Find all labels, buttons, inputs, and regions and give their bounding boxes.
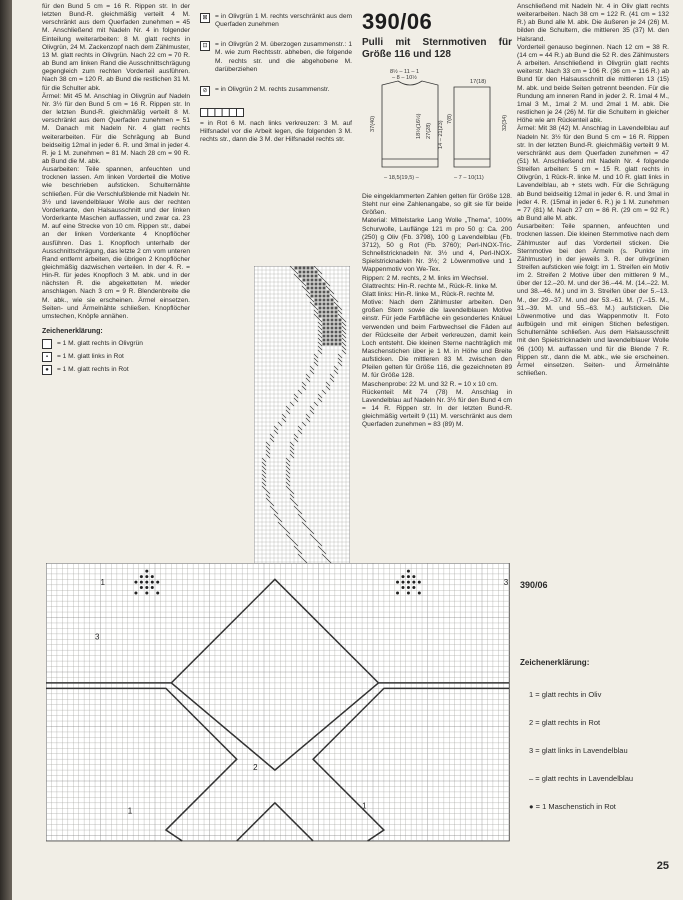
red-stitch [335, 343, 338, 346]
red-stitch [295, 267, 298, 270]
red-stitch [299, 275, 302, 278]
red-stitch [335, 331, 338, 334]
red-stitch [307, 279, 310, 282]
red-stitch [327, 307, 330, 310]
red-stitch [327, 299, 330, 302]
decrease-left-icon: ⊡ [200, 41, 210, 51]
red-stitch [339, 323, 342, 326]
paragraph: Rückenteil: Mit 74 (78) M. Anschlag in Lavendelblau auf Nadeln Nr. 3½ für den Bund 4 cm = 14 R. Rippen str. In der letzten Bund-R. gleichmäßig verteilt 9 (11) M. verschränkt aus dem Querfaden zunehmen = 83 (89) M. [362, 388, 512, 429]
cable-symbol-icon [200, 108, 244, 118]
schematic-label: 8½ – 11 – 1 [390, 69, 420, 75]
red-stitch [323, 343, 326, 346]
red-stitch [319, 283, 322, 286]
red-stitch [327, 323, 330, 326]
embroidery-dot [156, 581, 159, 584]
red-stitch [315, 295, 318, 298]
embroidery-dot [134, 591, 137, 594]
red-stitch [299, 271, 302, 274]
schematic-label: 7(8) [447, 114, 453, 124]
chart-code: 390/06 [520, 580, 548, 590]
embroidery-dot [140, 586, 143, 589]
red-stitch [323, 295, 326, 298]
red-stitch [331, 315, 334, 318]
legend-item [529, 690, 601, 699]
paragraph: Material: Mittelstarke Lang Wolle „Thema", 100% Schurwolle, Lauflänge 121 m pro 50 g: Ca. 200 (250) g Oliv (Fb. 3798), 100 g Lavendelblau (Fb. 3712), 50 g Rot (Fb. 3760); Perl-INOX-Tric-Schnellstricknadeln Nr. 3½ und 4, Perl-INOX-Spielstricknadeln Nr. 3½; 2 Löwenmotive und 1 Wappenmotiv von We-Tex. [362, 217, 512, 274]
red-stitch [315, 287, 318, 290]
red-stitch [327, 331, 330, 334]
column-left [42, 3, 190, 378]
legend-text: = glatt rechts in Lavendelblau [535, 774, 634, 783]
filled-square-icon: ▪ [42, 352, 52, 362]
embroidery-dot [407, 575, 410, 578]
red-stitch [327, 311, 330, 314]
symbol-item [200, 13, 352, 29]
schematic-label: – 7 – 10(11) [454, 175, 484, 181]
region-label: 1 [127, 806, 133, 816]
red-stitch [327, 319, 330, 322]
column-right [517, 3, 669, 378]
increase-icon: ⊠ [200, 13, 210, 23]
red-stitch [335, 307, 338, 310]
legend-item [42, 352, 190, 362]
region-label: 1 [100, 577, 105, 587]
red-stitch [315, 291, 318, 294]
embroidery-dot [140, 575, 143, 578]
page-gutter-shadow [0, 0, 12, 900]
red-stitch [315, 279, 318, 282]
embroidery-dot [412, 581, 415, 584]
red-stitch [335, 335, 338, 338]
red-stitch [311, 295, 314, 298]
schematic-label: – 18,5(19,5) – [384, 175, 419, 181]
red-stitch [323, 335, 326, 338]
paragraph: Motive: Nach dem Zählmuster arbeiten. Den großen Stern sowie die lavendelblauen Motive einstr. Für jede Farbfläche ein gesondertes Knäuel verwenden und beim Farbwechsel die Fäden auf der Rückseite der Arbeit verkreuzen, damit kein Loch entsteht. Die kleinen Sterne nachträglich mit Maschenstichen über je 1 M. in Höhe und Breite aufsticken. Die mittleren 83 M. zwischen den Pfeilen gelten für Größe 116, die gezeichneten 89 M. für Größe 128. [362, 299, 512, 380]
red-stitch [331, 303, 334, 306]
legend-item [42, 365, 190, 375]
red-stitch [327, 335, 330, 338]
paragraph: Anschließend mit Nadeln Nr. 4 in Oliv glatt rechts weiterarbeiten. Nach 38 cm = 122 R. (41 cm = 132 R.) ab Bund alle M. abk. Die äußeren je 24 (26) M. bilden die Schultern, die mittleren 35 (37) M. den Halsrand. [517, 3, 669, 43]
magazine-page [12, 0, 683, 900]
red-stitch [327, 303, 330, 306]
red-stitch [323, 331, 326, 334]
legend-item [529, 746, 628, 755]
schematic-label: 18½(16½) [416, 113, 422, 139]
paragraph: Glatt links: Hin-R. linke M., Rück-R. rechte M. [362, 290, 495, 298]
embroidery-dot [418, 591, 421, 594]
embroidery-dot [407, 581, 410, 584]
schematic-label: 14 – 21(23) [438, 120, 444, 149]
embroidery-dot [145, 575, 148, 578]
legend-item [42, 339, 190, 349]
paragraph: Ausarbeiten: Teile spannen, anfeuchten und trocknen lassen. Am linken Vorderteil die Motive wie beschrieben aufsticken. Schulternähte schließen. Für die Verschlußblende mit Nadeln Nr. 3½ und lavendelblauer Wolle aus der rechten Vorderkante, den Halsausschnitt und der linken Vorderkante Maschen auffassen, und zwar ca. 23 M. auf eine Strecke von 10 cm. Rippen str., dabei an der linken Vorderkante 4 Knopflöcher ausführen. Das 1. Knopfloch unterhalb der Ausschnittschrägung, das letzte 2 cm vom unteren Rand entfernt arbeiten, die übrigen 2 Knopflöcher gleichmäßig dazwischen verteilen. In der 4. R. = Hin-R. für jedes Knopfloch 3 M. abk. und in der nächsten R. die abgeketteten M. wieder anschlagen. Nach 3 cm = 9 R. Blendenbreite die M. abk., wie sie erscheinen. Ärmel einsetzen. Seiten- und Ärmelnähte schließen. Knopflöcher umstechen, Knöpfe annähen. [42, 166, 190, 320]
paragraph: Ausarbeiten: Teile spannen, anfeuchten und trocknen lassen. Die kleinen Sternmotive nach dem Zählmuster auf das Vorderteil sticken. Die Sternmotive bei den Ärmeln (s. Punkte im Zählmuster) in der jeweils 3. R. der olivgrünen Streifen aufsticken wie folgt: im 1. Streifen ein Motiv im 2. Streifen 2 Motive über den mittleren 9 M., über der 12.–20. M. und der 36.–44. M. (14.–22. M. und 38.–46. M.) und im 3. Streifen über der 5.–13. M., der 29.–37. M. und der 53.–61. M. (7.–15. M., 31.–39. M. und 55.–63. M.) aufsticken. Die Löwenmotive und das Wappenmotiv lt. Foto aufbügeln und mit einigen Stichen befestigen. Schulternähte schließen. Aus dem Halsausschnitt mit den Spielstricknadeln und lavendelblauer Wolle 96 (100) M. auffassen und für die Blende 7 R. Rippen str., dann die M. abk., wie sie erscheinen. Ärmel einsetzen. Seiten- und Ärmelnähte schließen. [517, 223, 669, 378]
red-stitch [307, 283, 310, 286]
red-stitch [311, 267, 314, 270]
red-stitch [323, 283, 326, 286]
column-pattern-intro [362, 10, 512, 430]
embroidery-dot [396, 581, 399, 584]
red-stitch [331, 323, 334, 326]
red-stitch [339, 327, 342, 330]
red-stitch [299, 267, 302, 270]
red-stitch [311, 283, 314, 286]
embroidery-dot [412, 575, 415, 578]
red-stitch [335, 319, 338, 322]
red-stitch [311, 287, 314, 290]
red-stitch [339, 335, 342, 338]
red-stitch [323, 299, 326, 302]
red-stitch [323, 323, 326, 326]
embroidery-dot [407, 586, 410, 589]
red-stitch [331, 343, 334, 346]
red-stitch [315, 275, 318, 278]
red-stitch [327, 343, 330, 346]
red-stitch [327, 295, 330, 298]
embroidery-dot [134, 581, 137, 584]
paragraph: Ärmel: Mit 45 M. Anschlag in Olivgrün auf Nadeln Nr. 3½ für den Bund 5 cm = 16 R. Rippen str. In der letzten Bund-R. gleichmäßig verteilt 8 M. verschränkt aus dem Querfaden zunehmen = 51 M. Danach mit Nadeln Nr. 4 glatt rechts weiterarbeiten. Für die Schrägung ab Bund beidseitig 12mal in jeder 6. R. und 3mal in jeder 4. R. je 1 M. zunehmen = 81 M. Nach 28 cm = 90 R. ab Bund die M. abk. [42, 92, 190, 165]
legend-text: = 1 M. glatt rechts in Olivgrün [57, 340, 143, 348]
paragraph: Glattrechts: Hin-R. rechte M., Rück-R. linke M. [362, 282, 498, 290]
page-number: 25 [656, 860, 669, 872]
region-label: 3 [95, 632, 100, 642]
garment-schematic [362, 67, 512, 187]
red-stitch [335, 315, 338, 318]
red-stitch [315, 283, 318, 286]
red-stitch [335, 311, 338, 314]
embroidery-dot [407, 570, 410, 573]
red-stitch [307, 275, 310, 278]
column-symbols [200, 10, 352, 144]
red-stitch [319, 315, 322, 318]
legend-symbol: – [529, 774, 534, 783]
red-stitch [331, 327, 334, 330]
schematic-label: 27(28) [426, 122, 432, 139]
red-stitch [315, 303, 318, 306]
legend-symbol: 3 [529, 746, 534, 755]
region-label: 2 [253, 763, 258, 773]
red-stitch [323, 307, 326, 310]
legend-item [529, 802, 616, 811]
embroidery-dot [151, 586, 154, 589]
symbol-text: = in Olivgrün 1 M. rechts verschränkt aus dem Querfaden zunehmen [215, 13, 352, 29]
legend-item [529, 774, 633, 783]
red-stitch [331, 319, 334, 322]
embroidery-dot [401, 581, 404, 584]
embroidery-dot [151, 581, 154, 584]
star-motif-chart [46, 563, 512, 843]
paragraph: Vorderteil genauso beginnen. Nach 12 cm = 38 R. (14 cm = 44 R.) ab Bund die 52 R. des Zählmusters A arbeiten. Anschließend in Olivgrün glatt rechts weiterstr. Nach 33 cm = 106 R. (36 cm = 116 R.) ab Bund für den Halsausschnitt die mittleren 13 (15) M. abk. und beide Seiten getrennt beenden. Für die Rundung am inneren Rand in jeder 2. R. 1mal 4 M., 1mal 3 M., 1mal 2 M. und 2mal 1 M. abk. Die restlichen je 24 (26) M. für die Schultern in gleicher Höhe wie am Rückenteil abk. [517, 43, 669, 125]
paragraph: Maschenprobe: 22 M. und 32 R. = 10 x 10 cm. [362, 380, 498, 388]
schematic-label: 32(34) [502, 114, 508, 131]
paragraph: Rippen: 2 M. rechts, 2 M. links im Wechsel. [362, 274, 489, 282]
schematic-label: 17(18) [470, 79, 487, 85]
red-stitch [303, 275, 306, 278]
red-stitch [311, 291, 314, 294]
region-label: 1 [362, 801, 367, 811]
red-stitch [319, 295, 322, 298]
red-stitch [303, 271, 306, 274]
legend-text: = glatt rechts in Oliv [535, 690, 602, 699]
symbol-item [200, 41, 352, 74]
legend-title: Zeichenerklärung: [520, 658, 590, 667]
red-stitch [319, 311, 322, 314]
red-stitch [339, 339, 342, 342]
red-stitch [319, 291, 322, 294]
red-stitch [323, 311, 326, 314]
red-stitch [323, 287, 326, 290]
region-label: 3 [503, 577, 509, 587]
red-stitch [319, 287, 322, 290]
embroidery-dot [156, 591, 159, 594]
red-stitch [303, 267, 306, 270]
legend-symbol: 2 [529, 718, 534, 727]
legend-title: Zeichenerklärung: [42, 328, 103, 336]
red-stitch [331, 335, 334, 338]
red-stitch [311, 271, 314, 274]
red-stitch [323, 315, 326, 318]
embroidery-dot [145, 586, 148, 589]
red-stitch [339, 331, 342, 334]
red-stitch [319, 299, 322, 302]
red-stitch [323, 319, 326, 322]
embroidery-dot [140, 581, 143, 584]
red-stitch [303, 279, 306, 282]
embroidery-dot [145, 581, 148, 584]
red-stitch [327, 327, 330, 330]
embroidery-dot [151, 575, 154, 578]
red-stitch [327, 291, 330, 294]
symbol-text: = in Olivgrün 2 M. rechts zusammenstr. [215, 85, 330, 93]
red-stitch [319, 303, 322, 306]
embroidery-dot [145, 570, 148, 573]
paragraph: Ärmel: Mit 38 (42) M. Anschlag in Lavendelblau auf Nadeln Nr. 3½ für den Bund 5 cm = 16 R. Rippen str. In der letzten Bund-R. gleichmäßig verteilt 9 M. verschränkt aus dem Querfaden zunehmen = 47 (51) M. Anschließend mit Nadeln Nr. 4 folgende Streifen arbeiten: 5 cm = 15 R. glatt rechts in Olivgrün, 1 Rück-R. linke M. und 10 R. glatt links in Lavendelblau, ab + stets wdh. Für die Schrägung ab Bund beidseitig 12mal in jeder 6. R. und 3mal in jeder 4. R. (15mal in jeder 6. R.) je 1 M. zunehmen = 77 (81) M. Nach 27 cm = 86 R. (29 cm = 92 R.) ab Bund alle M. abk. [517, 125, 669, 223]
red-stitch [323, 339, 326, 342]
symbol-text: = in Olivgrün 2 M. überzogen zusammenstr.: 1 M. wie zum Rechtsstr. abheben, die folgende M. rechts str. und die abgehobene M. darüberziehen [215, 41, 352, 73]
red-stitch [307, 267, 310, 270]
red-stitch [311, 279, 314, 282]
red-stitch [319, 307, 322, 310]
pattern-title: Pulli mit Sternmotiven für Größe 116 und 128 [362, 37, 512, 60]
red-stitch [331, 307, 334, 310]
red-stitch [331, 299, 334, 302]
embroidery-dot [407, 591, 410, 594]
paragraph: Die eingeklammerten Zahlen gelten für Größe 128. Steht nur eine Zahlenangabe, so gilt sie für beide Größen. [362, 193, 512, 217]
red-stitch [315, 299, 318, 302]
legend-text: = 1 M. glatt rechts in Rot [57, 366, 129, 374]
red-stitch [339, 343, 342, 346]
red-stitch [327, 339, 330, 342]
red-stitch [331, 331, 334, 334]
embroidery-dot [145, 591, 148, 594]
legend-symbol: 1 [529, 690, 534, 699]
legend-text: = glatt links in Lavendelblau [535, 746, 628, 755]
red-stitch [307, 287, 310, 290]
legend-text: = 1 Maschenstich in Rot [535, 802, 616, 811]
red-stitch [327, 315, 330, 318]
red-stitch [323, 327, 326, 330]
pattern-number: 390/06 [362, 9, 433, 34]
schematic-label: 37(40) [370, 115, 376, 132]
legend-text: = glatt rechts in Rot [535, 718, 601, 727]
red-stitch [315, 271, 318, 274]
red-stitch [319, 279, 322, 282]
red-stitch [335, 327, 338, 330]
embroidery-dot [396, 591, 399, 594]
embroidery-dot [412, 586, 415, 589]
zigzag-cable-chart [254, 266, 350, 566]
legend-item [529, 718, 600, 727]
red-stitch [323, 303, 326, 306]
legend-text: = 1 M. glatt links in Rot [57, 353, 124, 361]
cable-text: = in Rot 6 M. nach links verkreuzen: 3 M. auf Hilfsnadel vor die Arbeit legen, die folgenden 3 M. rechts str., dann die 3 M. der Hilfsnadel rechts str. [200, 119, 352, 144]
embroidery-dot [401, 575, 404, 578]
red-stitch [307, 271, 310, 274]
paragraph: für den Bund 5 cm = 16 R. Rippen str. In der letzten Bund-R. gleichmäßig verteilt 4 M. verschränkt aus dem Querfaden zunehmen = 45 M. Anschließend mit Nadeln Nr. 4 in folgender Einteilung weiterarbeiten: 8 M. glatt rechts in Olivgrün, 24 M. Zackenzopf nach dem Zählmuster, 13 M. glatt rechts in Olivgrün. Nach 22 cm = 70 R. ab Bund am linken Rand die Ausschnittschrägung gegengleich zum rechten Vorderteil ausführen. Nach 38 cm = 120 R. ab Bund die restlichen 31 M. für die Schulter abk. [42, 3, 190, 92]
red-stitch [331, 339, 334, 342]
empty-square-icon [42, 339, 52, 349]
dot-square-icon: ● [42, 365, 52, 375]
symbol-item [200, 86, 352, 96]
red-stitch [335, 339, 338, 342]
red-stitch [335, 323, 338, 326]
embroidery-dot [401, 586, 404, 589]
legend-symbol: ● [529, 802, 534, 811]
red-stitch [323, 291, 326, 294]
decrease-right-icon: ⊘ [200, 86, 210, 96]
embroidery-dot [418, 581, 421, 584]
red-stitch [339, 319, 342, 322]
red-stitch [311, 275, 314, 278]
red-stitch [331, 311, 334, 314]
schematic-label: – 8 – 10½ [392, 75, 417, 81]
